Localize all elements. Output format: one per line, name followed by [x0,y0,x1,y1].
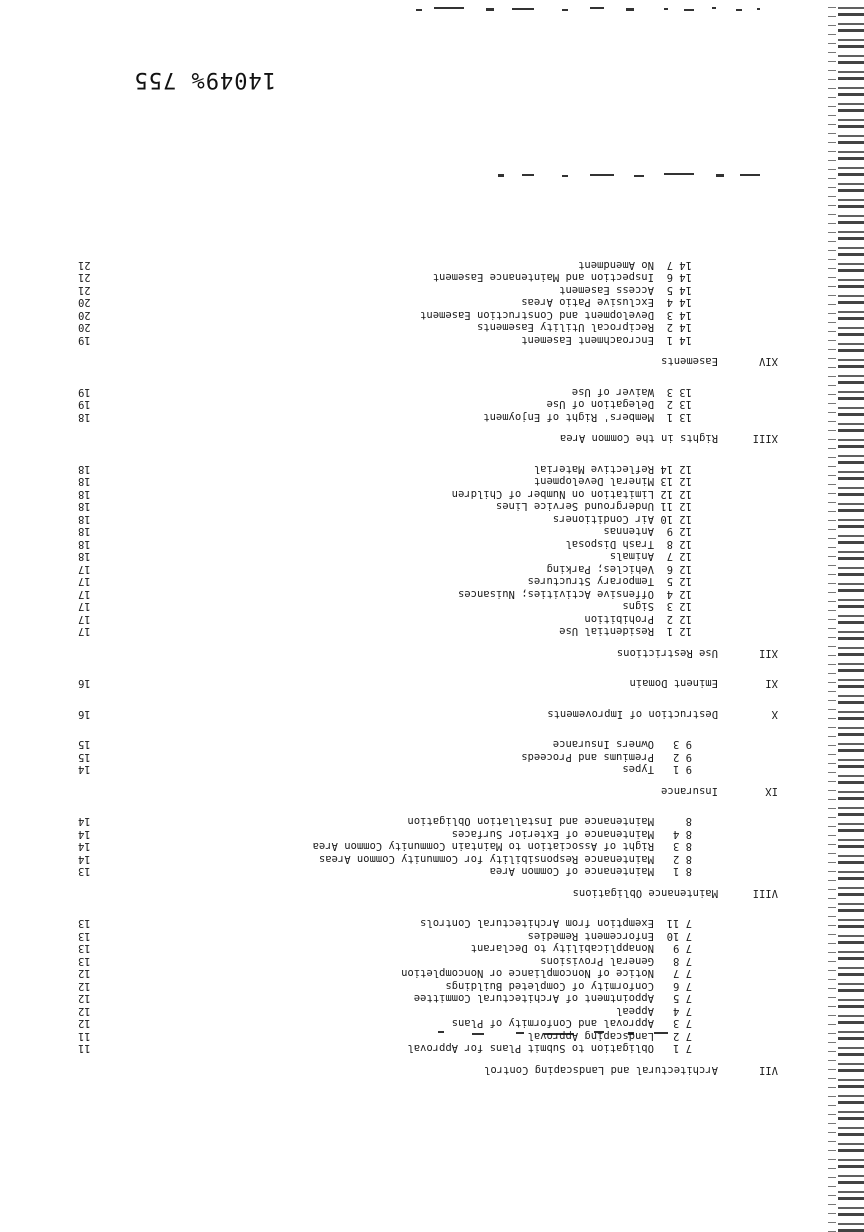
item-page: 19 [78,334,91,346]
item-number: 9 2 [673,751,692,763]
toc-item [78,992,778,1005]
item-page: 12 [78,1005,91,1017]
item-number: 9 1 [673,763,692,776]
item-page: 13 [78,917,91,930]
toc-item [78,386,778,399]
item-page: 17 [78,625,91,638]
toc-item [78,1005,778,1018]
item-number: 12 9 [666,525,692,538]
toc-item [78,525,778,538]
item-number: 8 3 [673,840,692,853]
item-page: 14 [78,815,91,828]
item-page: 20 [78,296,91,309]
section-title: Maintenance Obligations [572,887,718,899]
item-title: Waiver of Use [571,386,654,398]
section-number: XII [759,647,778,659]
item-number: 12 2 [666,613,692,625]
toc-item [78,398,778,411]
toc-item [78,575,778,588]
item-number: 12 7 [666,550,692,563]
item-title: Air Conditioners [552,513,654,525]
item-title: Owners Insurance [552,738,654,751]
item-title: Enforcement Remedies [527,930,654,942]
item-title: Encroachment Easement [521,334,654,346]
toc-section-10 [78,708,778,721]
recording-stamp: 14049% 755 [133,67,276,92]
item-title: Maintenance and Installation Obligation [407,815,654,828]
section-page: 16 [78,708,91,720]
item-title: Reflective Material [533,463,654,475]
item-page: 13 [78,865,91,878]
toc-section-8 [78,887,778,900]
toc-item [78,588,778,601]
item-number: 12 14 [660,463,692,475]
item-page: 17 [78,600,91,613]
item-title: Development and Construction Easement [420,309,654,321]
item-number: 12 8 [666,538,692,550]
toc-item [78,296,778,309]
item-page: 20 [78,309,91,321]
item-page: 21 [78,271,91,284]
item-title: Maintenance of Exterior Surfaces [451,828,654,840]
item-title: Residential Use [559,625,654,638]
item-number: 7 6 [673,980,692,992]
item-title: Maintenance Responsibility for Community Common Areas [318,853,654,865]
toc-item [78,865,778,878]
item-number: 12 11 [660,500,692,513]
item-number: 7 9 [673,942,692,955]
item-title: Right of Association to Maintain Community Common Area [312,840,654,853]
toc-item [78,271,778,284]
item-page: 11 [78,1030,91,1042]
toc-section-11 [78,677,778,690]
toc-item [78,840,778,853]
item-title: Limitation on Number of Children [451,488,654,500]
item-page: 21 [78,259,91,271]
item-page: 12 [78,980,91,992]
item-title: General Provisions [540,955,654,967]
item-page: 11 [78,1042,91,1055]
toc-item [78,1030,778,1043]
section-number: VIII [752,887,778,899]
table-of-contents [78,259,778,1077]
toc-item [78,828,778,841]
toc-item [78,259,778,272]
toc-item [78,284,778,297]
item-page: 18 [78,463,91,475]
item-number: 8 [685,815,692,828]
item-number: 12 12 [660,488,692,500]
toc-item [78,600,778,613]
toc-section-9 [78,785,778,798]
toc-section-7 [78,1064,778,1077]
toc-item [78,613,778,626]
item-page: 15 [78,738,91,751]
section-number: XI [765,677,778,690]
item-page: 17 [78,563,91,575]
item-page: 12 [78,1017,91,1030]
item-number: 7 8 [673,955,692,967]
item-number: 7 4 [673,1005,692,1017]
item-page: 19 [78,386,91,398]
item-title: Maintenance of Common Area [489,865,654,878]
section-number: XIII [752,432,778,445]
item-title: Obligation to Submit Plans for Approval [407,1042,654,1055]
toc-item [78,463,778,476]
toc-item [78,853,778,866]
item-title: Notice of Noncompliance or Noncompletion [401,967,654,980]
toc-section-12 [78,647,778,660]
section-title: Destruction of Improvements [547,708,718,720]
toc-item [78,815,778,828]
toc-item [78,738,778,751]
item-number: 7 2 [673,1030,692,1042]
item-page: 17 [78,588,91,600]
item-title: Temporary Structures [527,575,654,588]
toc-item [78,411,778,424]
item-number: 14 2 [666,321,692,334]
toc-item [78,625,778,638]
item-number: 12 4 [666,588,692,600]
item-title: Nonapplicability to Declarant [470,942,654,955]
item-page: 18 [78,488,91,500]
item-title: Exemption from Architectural Controls [420,917,654,930]
item-title: Offensive Activities; Nuisances [458,588,654,600]
item-number: 12 1 [666,625,692,638]
toc-item [78,980,778,993]
item-page: 14 [78,763,91,776]
toc-item [78,513,778,526]
item-number: 12 6 [666,563,692,575]
item-page: 14 [78,853,91,865]
item-number: 13 3 [666,386,692,398]
item-page: 18 [78,525,91,538]
item-number: 7 5 [673,992,692,1005]
item-title: Prohibition [584,613,654,625]
item-page: 17 [78,613,91,625]
scan-noise-top [404,12,764,20]
toc-item [78,488,778,501]
toc-item [78,321,778,334]
toc-item [78,917,778,930]
toc-item [78,309,778,322]
section-title: Easements [661,355,718,368]
section-title: Insurance [661,785,718,797]
item-title: Access Easement [559,284,654,296]
item-page: 13 [78,930,91,942]
item-title: Approval and Conformity of Plans [451,1017,654,1030]
toc-item [78,334,778,347]
toc-item [78,1042,778,1055]
item-number: 12 13 [660,475,692,488]
toc-item [78,563,778,576]
item-title: Trash Disposal [565,538,654,550]
item-number: 12 3 [666,600,692,613]
item-title: Delegation of Use [546,398,654,411]
toc-item [78,1017,778,1030]
toc-item [78,942,778,955]
toc-item [78,550,778,563]
item-number: 14 1 [666,334,692,346]
item-page: 20 [78,321,91,334]
item-page: 12 [78,992,91,1005]
item-number: 7 3 [673,1017,692,1030]
item-number: 14 5 [666,284,692,296]
item-number: 14 4 [666,296,692,309]
toc-section-14 [78,355,778,368]
item-number: 12 5 [666,575,692,588]
toc-section-13 [78,432,778,445]
item-number: 7 10 [666,930,692,942]
item-page: 21 [78,284,91,296]
item-number: 8 4 [673,828,692,840]
item-number: 8 2 [673,853,692,865]
item-title: Inspection and Maintenance Easement [432,271,654,284]
item-number: 9 3 [673,738,692,751]
toc-item [78,763,778,776]
toc-item [78,967,778,980]
item-title: Conformity of Completed Buildings [445,980,654,992]
item-title: Types [622,763,654,776]
section-number: VII [759,1064,778,1076]
item-page: 18 [78,550,91,563]
section-title: Eminent Domain [629,677,718,690]
item-title: Antennas [603,525,654,538]
section-number: X [771,708,778,720]
toc-item [78,930,778,943]
section-title: Architectural and Landscaping Control [484,1064,718,1076]
item-page: 18 [78,538,91,550]
item-number: 8 1 [673,865,692,878]
item-page: 18 [78,513,91,525]
section-number: XIV [759,355,778,368]
item-title: Landscaping Approval [527,1030,654,1042]
item-page: 14 [78,828,91,840]
scan-edge-artifact-inner [828,0,836,1232]
item-page: 12 [78,967,91,980]
item-number: 12 10 [660,513,692,525]
item-number: 14 6 [666,271,692,284]
item-title: Appeal [616,1005,654,1017]
item-page: 14 [78,840,91,853]
item-number: 14 7 [666,259,692,271]
item-page: 15 [78,751,91,763]
item-page: 13 [78,955,91,967]
item-title: Animals [609,550,654,563]
item-page: 18 [78,411,91,423]
scan-edge-artifact [838,0,864,1232]
item-title: Reciprocal Utility Easements [476,321,654,334]
item-number: 13 1 [666,411,692,423]
item-page: 13 [78,942,91,955]
item-number: 7 1 [673,1042,692,1055]
item-title: Vehicles; Parking [546,563,654,575]
item-title: Signs [622,600,654,613]
item-number: 13 2 [666,398,692,411]
item-title: Exclusive Patio Areas [521,296,654,309]
item-page: 19 [78,398,91,411]
scan-noise-upper [444,178,764,186]
item-title: Members' Right of Enjoyment [483,411,654,423]
item-title: Appointment of Architectural Committee [413,992,654,1005]
item-number: 14 3 [666,309,692,321]
item-page: 18 [78,475,91,488]
section-page: 16 [78,677,91,690]
toc-item [78,475,778,488]
item-title: No Amendment [578,259,654,271]
item-number: 7 7 [673,967,692,980]
item-title: Mineral Development [533,475,654,488]
item-title: Underground Service Lines [495,500,654,513]
toc-item [78,500,778,513]
item-page: 17 [78,575,91,588]
toc-item [78,751,778,764]
section-number: IX [765,785,778,797]
item-title: Premiums and Proceeds [521,751,654,763]
toc-item [78,538,778,551]
section-title: Use Restrictions [616,647,718,659]
toc-item [78,955,778,968]
item-number: 7 11 [666,917,692,930]
section-title: Rights in the Common Area [559,432,718,445]
item-page: 18 [78,500,91,513]
